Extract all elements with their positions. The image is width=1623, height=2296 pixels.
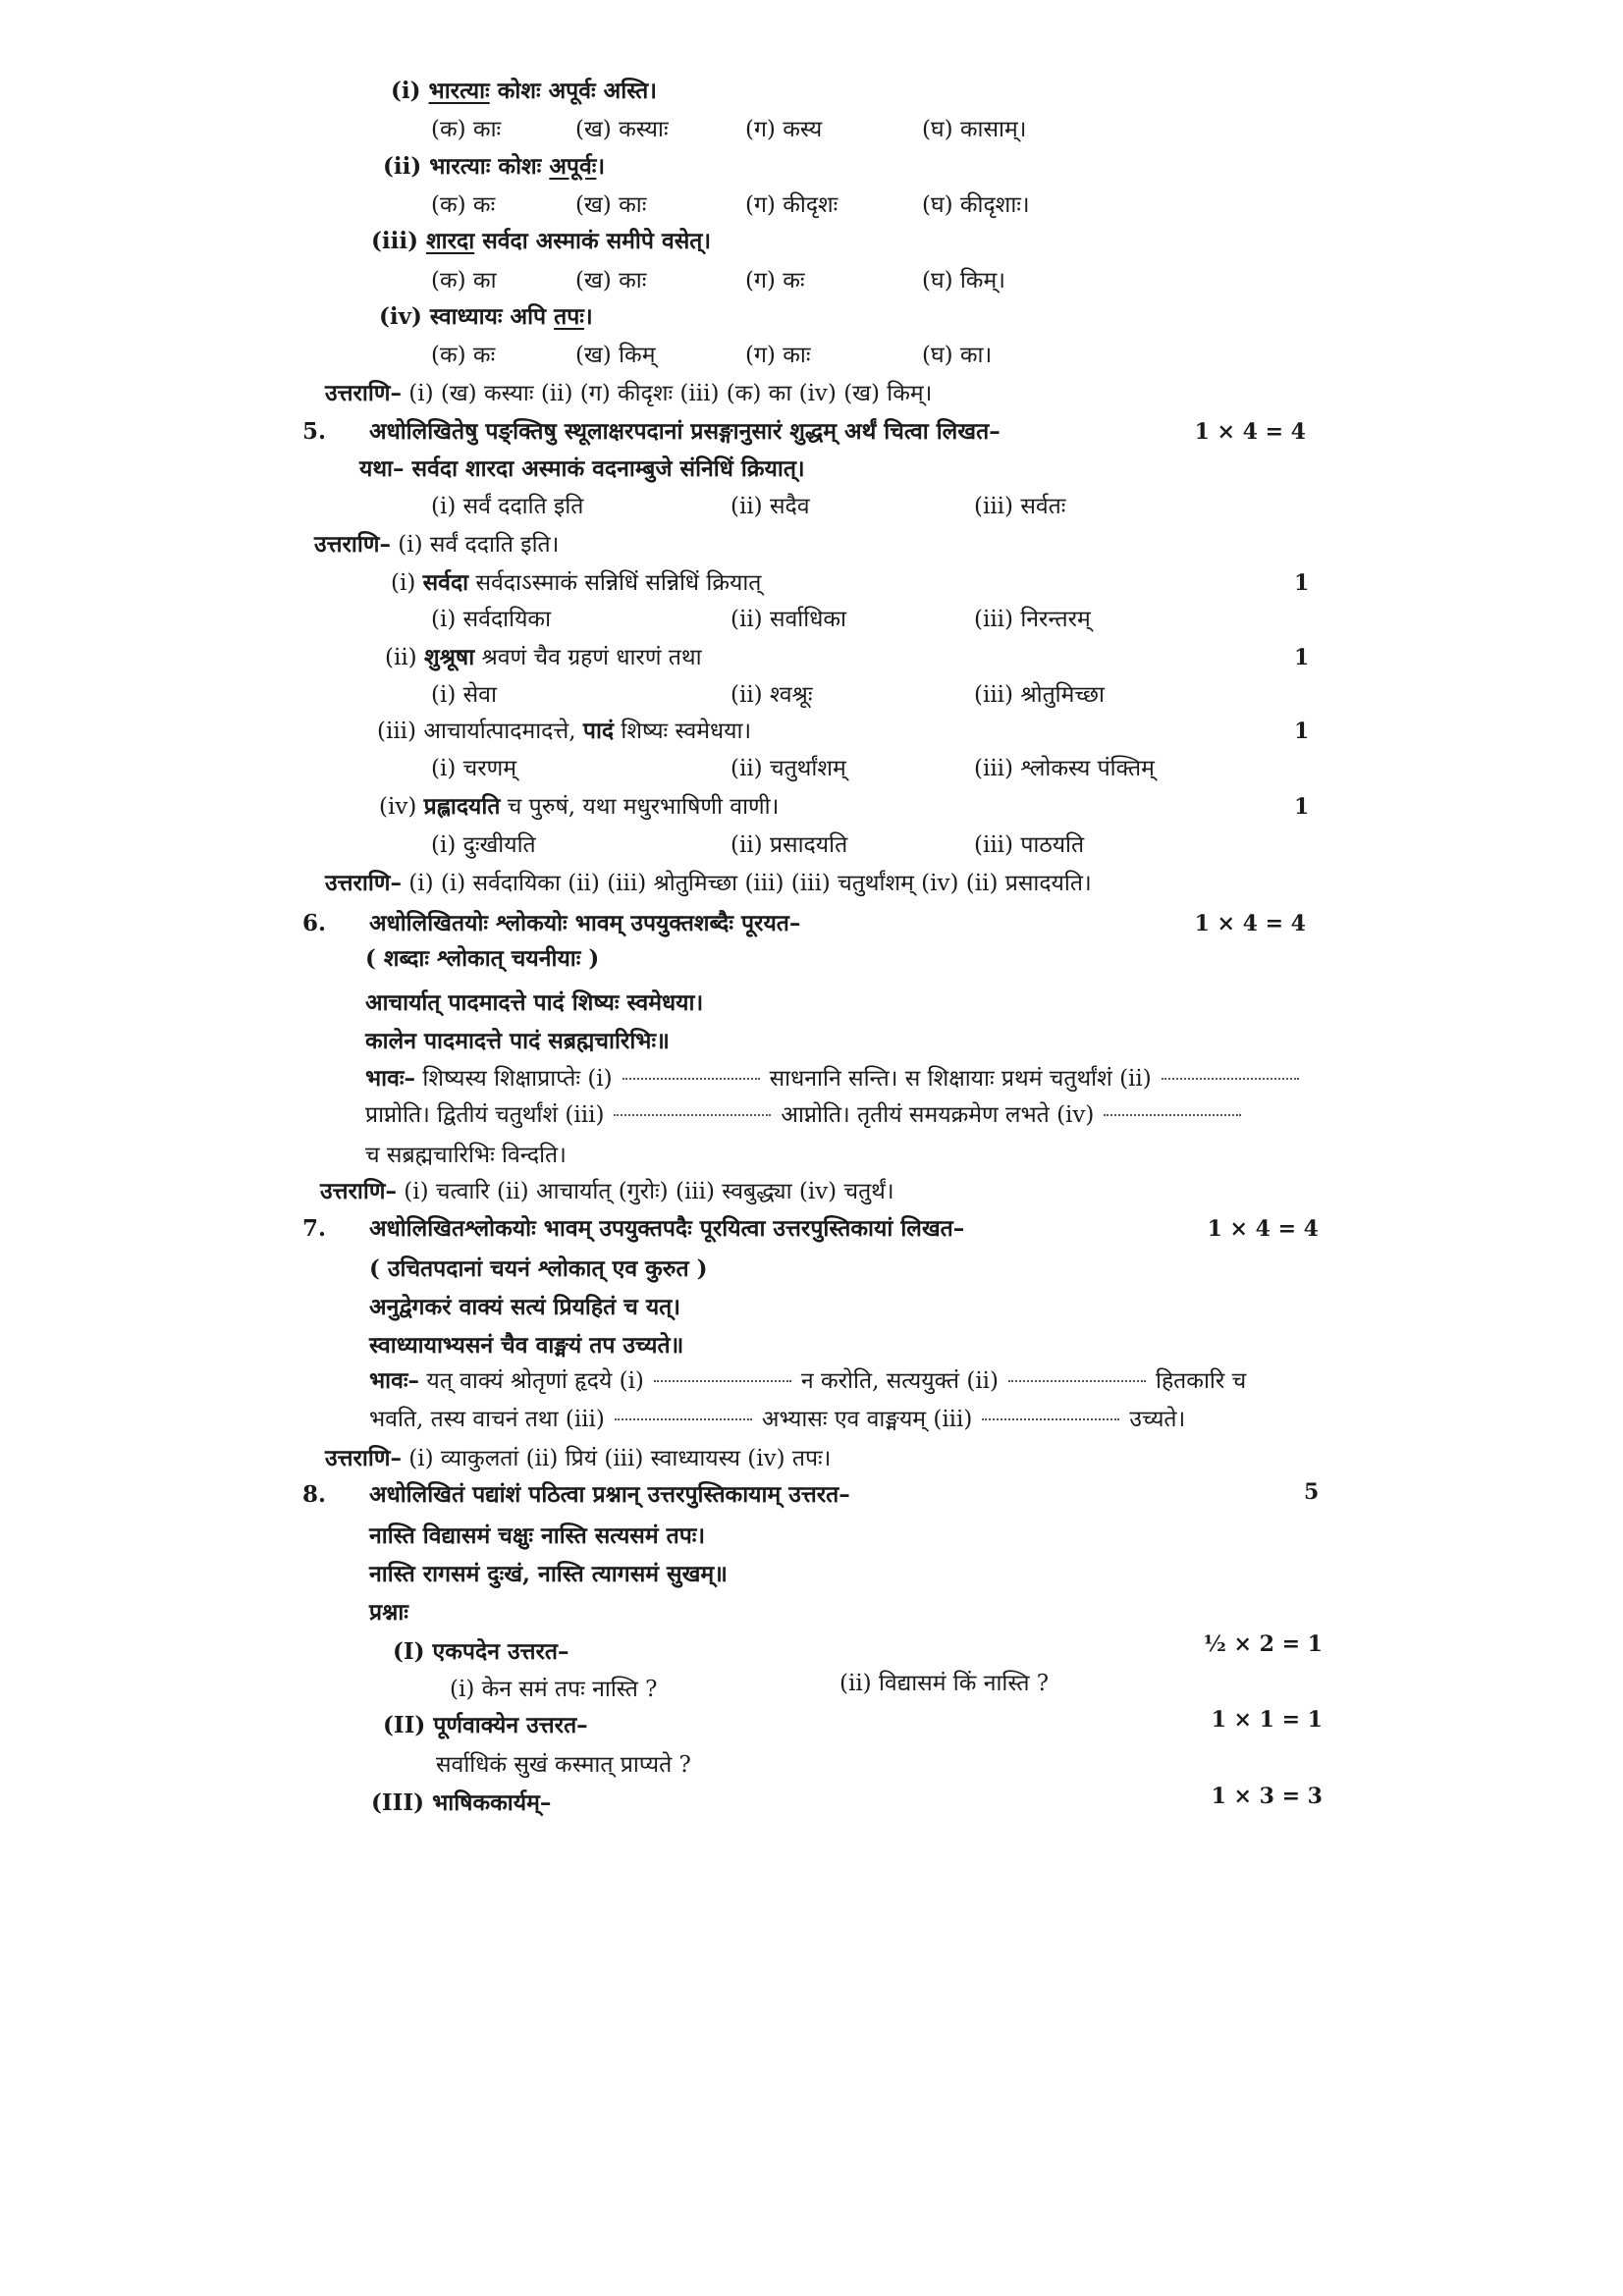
option: (ग) कः <box>745 268 805 294</box>
q4-item-sentence <box>371 227 711 256</box>
marks: 1 <box>1294 570 1310 596</box>
option: (i) सेवा <box>431 682 497 708</box>
marks: 1 <box>1294 719 1310 744</box>
bhava-line <box>365 1064 1309 1094</box>
bhava-text: आप्नोति। तृतीयं समयक्रमेण लभते (iv) <box>781 1102 1095 1128</box>
sentence-rest: सर्वदाऽस्माकं सन्निधिं सन्निधिं क्रियात् <box>468 570 762 596</box>
sentence-post: । <box>596 153 606 180</box>
option: (i) दुःखीयति <box>431 832 536 858</box>
question-number: 5. <box>302 418 327 445</box>
sentence-post: । <box>583 303 593 330</box>
option: (क) काः <box>431 117 502 142</box>
bhava-text: उच्यते। <box>1129 1407 1186 1432</box>
verse-line: आचार्यात् पादमादत्ते पादं शिष्यः स्वमेधया। <box>365 989 704 1016</box>
q5-answers <box>325 869 1092 898</box>
answers-label: उत्तराणि– <box>314 531 391 558</box>
part-label: (II) <box>383 1712 426 1738</box>
item-label: (iv) <box>379 303 422 330</box>
example-text: सर्वदा शारदा अस्माकं वदनाम्बुजे संनिधिं क्रियात्। <box>411 455 805 482</box>
item-label: (ii) <box>385 645 417 670</box>
blank-dotted <box>615 1405 752 1420</box>
option: (i) सर्वं ददाति इति <box>431 494 584 519</box>
option: (क) कः <box>431 343 496 368</box>
option: (घ) का। <box>922 343 993 368</box>
option: (ii) सर्वाधिका <box>730 607 846 632</box>
option: (iii) पाठयति <box>974 832 1085 858</box>
underlined-word: शारदा <box>426 228 475 254</box>
item-label: (i) <box>391 78 421 104</box>
option: (iii) श्लोकस्य पंक्तिम् <box>974 756 1155 781</box>
option: (क) कः <box>431 192 496 218</box>
bhava-line <box>369 1405 1185 1434</box>
sub-question: सर्वाधिकं सुखं कस्मात् प्राप्यते ? <box>436 1752 691 1778</box>
marks: 1 × 4 = 4 <box>1194 419 1306 445</box>
underlined-word: तपः <box>554 303 584 330</box>
marks: 1 <box>1294 794 1310 820</box>
option: (ख) काः <box>575 192 647 218</box>
verse-line: नास्ति रागसमं दुःखं, नास्ति त्यागसमं सुखम्॥ <box>369 1561 728 1587</box>
part-title: पूर्णवाक्येन उत्तरत– <box>433 1712 588 1738</box>
option: (iii) श्रोतुमिच्छा <box>974 682 1105 708</box>
q8-part-2 <box>383 1711 588 1740</box>
bhava-text: अभ्यासः एव वाङ्मयम् (iii) <box>761 1407 973 1432</box>
answers-text: (i) व्याकुलतां (ii) प्रियं (iii) स्वाध्यायस्य (iv) तपः। <box>408 1446 832 1471</box>
answers-label: उत्तराणि– <box>325 870 402 896</box>
option: (ख) काः <box>575 268 647 294</box>
bhava-text: भवति, तस्य वाचनं तथा (iii) <box>369 1407 605 1432</box>
marks: 1 × 4 = 4 <box>1194 911 1306 936</box>
question-instruction: अधोलिखितयोः श्लोकयोः भावम् उपयुक्तशब्दैः पूरयत– <box>369 910 801 936</box>
bold-word: शुश्रूषा <box>423 644 475 670</box>
bold-word: प्रह्लादयति <box>423 793 501 820</box>
option: (ग) कस्य <box>745 117 823 142</box>
q5-item-4 <box>379 792 779 822</box>
marks: 5 <box>1304 1479 1320 1505</box>
answers-text: (i) (ख) कस्याः (ii) (ग) कीदृशः (iii) (क) का (iv) (ख) किम्। <box>408 381 933 406</box>
option: (ii) प्रसादयति <box>730 832 848 858</box>
item-label: (ii) <box>383 153 422 180</box>
questions-label: प्रश्नाः <box>369 1599 408 1626</box>
option: (क) का <box>431 268 497 294</box>
bhava-label: भावः– <box>365 1065 416 1092</box>
q5-item-2 <box>385 643 702 672</box>
answers-text: (i) (i) सर्वदायिका (ii) (iii) श्रोतुमिच्छा (iii) (iii) चतुर्थांशम् (iv) (ii) प्रसादयति। <box>408 871 1092 896</box>
marks: 1 × 3 = 3 <box>1211 1784 1323 1809</box>
option: (ii) श्वश्रूः <box>730 682 813 708</box>
item-label: (i) <box>391 570 416 596</box>
bhava-line: च सब्रह्मचारिभिः विन्दति। <box>365 1143 567 1168</box>
q7-answers <box>325 1444 831 1473</box>
q4-item-sentence <box>383 152 605 182</box>
option: (ii) चतुर्थांशम् <box>730 756 846 781</box>
bhava-text: प्राप्नोति। द्वितीयं चतुर्थांशं (iii) <box>365 1102 605 1128</box>
question-note: ( उचितपदानां चयनं श्लोकात् एव कुरुत ) <box>369 1255 708 1282</box>
example-label: यथा– <box>359 455 405 482</box>
sentence-rest: च पुरुषं, यथा मधुरभाषिणी वाणी। <box>500 794 780 820</box>
option: (ग) कीदृशः <box>745 192 839 218</box>
bhava-text: यत् वाक्यं श्रोतृणां हृदये (i) <box>426 1368 644 1394</box>
q5-item-3 <box>377 717 751 746</box>
marks: 1 × 1 = 1 <box>1211 1707 1323 1733</box>
verse-line: अनुद्वेगकरं वाक्यं सत्यं प्रियहितं च यत्। <box>369 1294 681 1320</box>
sentence-post: सर्वदा अस्माकं समीपे वसेत्। <box>474 228 712 254</box>
verse-line: स्वाध्यायाभ्यसनं चैव वाङ्मयं तप उच्यते॥ <box>369 1332 684 1359</box>
sentence-rest: श्रवणं चैव ग्रहणं धारणं तथा <box>474 645 702 670</box>
option: (घ) कासाम्। <box>922 117 1027 142</box>
q6-answers <box>320 1177 894 1206</box>
blank-dotted <box>1162 1064 1299 1080</box>
bhava-line <box>369 1366 1246 1396</box>
blank-dotted <box>654 1366 791 1382</box>
blank-dotted <box>614 1100 771 1116</box>
underlined-word: अपूर्वः <box>549 153 597 180</box>
option: (घ) किम्। <box>922 268 1005 294</box>
sub-question: (i) केन समं तपः नास्ति ? <box>450 1677 658 1702</box>
q8-part-3 <box>371 1789 551 1818</box>
sentence-pre: स्वाध्यायः अपि <box>429 303 555 330</box>
sentence-post: कोशः अपूर्वः अस्ति। <box>489 78 657 104</box>
item-label: (iii) <box>377 719 417 744</box>
q8-part-1 <box>393 1637 569 1667</box>
option: (i) चरणम् <box>431 756 517 781</box>
q5-item-1 <box>391 568 761 598</box>
question-instruction: अधोलिखितेषु पङ्क्तिषु स्थूलाक्षरपदानां प्रसङ्गानुसारं शुद्धम् अर्थं चित्वा लिखत– <box>369 418 1001 445</box>
question-instruction: अधोलिखितं पद्यांशं पठित्वा प्रश्नान् उत्तरपुस्तिकायाम् उत्तरत– <box>369 1481 850 1508</box>
bhava-line <box>365 1100 1251 1130</box>
option: (घ) कीदृशाः। <box>922 192 1030 218</box>
option: (iii) सर्वतः <box>974 494 1066 519</box>
example <box>359 454 805 484</box>
question-note: ( शब्दाः श्लोकात् चयनीयाः ) <box>365 945 600 972</box>
q4-item-sentence <box>391 77 657 106</box>
part-label: (I) <box>393 1638 425 1665</box>
answers-label: उत्तराणि– <box>320 1178 397 1204</box>
part-label: (III) <box>371 1789 425 1816</box>
answers-text: (i) सर्वं ददाति इति। <box>398 532 560 558</box>
bhava-text: हितकारि च <box>1156 1368 1247 1394</box>
sentence-pre: भारत्याः कोशः <box>429 153 550 180</box>
q4-item-sentence <box>379 302 593 332</box>
option: (iii) निरन्तरम् <box>974 607 1091 632</box>
sentence-rest: आचार्यात्पादमादत्ते, <box>423 719 583 744</box>
item-label: (iv) <box>379 794 417 820</box>
bhava-text: शिष्यस्य शिक्षाप्राप्तेः (i) <box>422 1066 613 1092</box>
example-answer <box>314 530 559 560</box>
bold-word: सर्वदा <box>422 569 469 596</box>
option: (ख) कस्याः <box>575 117 669 142</box>
blank-dotted <box>982 1405 1119 1420</box>
bhava-text: साधनानि सन्ति। स शिक्षायाः प्रथमं चतुर्थांशं (ii) <box>769 1066 1152 1092</box>
q4-answers <box>325 379 932 408</box>
blank-dotted <box>1008 1366 1146 1382</box>
option: (ख) किम् <box>575 343 656 368</box>
question-number: 7. <box>302 1215 327 1242</box>
bhava-text: न करोति, सत्ययुक्तं (ii) <box>800 1368 1000 1394</box>
answers-label: उत्तराणि– <box>325 380 402 406</box>
marks: 1 <box>1294 645 1310 670</box>
answers-text: (i) चत्वारि (ii) आचार्यात् (गुरोः) (iii) स्वबुद्ध्या (iv) चतुर्थं। <box>404 1179 894 1204</box>
option: (i) सर्वदायिका <box>431 607 552 632</box>
question-instruction: अधोलिखितश्लोकयोः भावम् उपयुक्तपदैः पूरयित्वा उत्तरपुस्तिकायां लिखत– <box>369 1215 965 1242</box>
blank-dotted <box>622 1064 760 1080</box>
bold-word: पादं <box>582 718 615 744</box>
option: (ii) सदैव <box>730 494 810 519</box>
part-title: भाषिककार्यम्– <box>432 1789 552 1816</box>
item-label: (iii) <box>371 228 418 254</box>
verse-line: कालेन पादमादत्ते पादं सब्रह्मचारिभिः॥ <box>365 1028 670 1054</box>
verse-line: नास्ति विद्यासमं चक्षुः नास्ति सत्यसमं तपः। <box>369 1522 706 1549</box>
sub-question: (ii) विद्यासमं किं नास्ति ? <box>839 1671 1050 1696</box>
blank-dotted <box>1104 1100 1241 1116</box>
marks: ½ × 2 = 1 <box>1203 1631 1323 1657</box>
question-number: 8. <box>302 1481 327 1508</box>
part-title: एकपदेन उत्तरत– <box>432 1638 569 1665</box>
sentence-rest: शिष्यः स्वमेधया। <box>614 719 752 744</box>
bhava-label: भावः– <box>369 1367 420 1394</box>
answers-label: उत्तराणि– <box>325 1445 402 1471</box>
underlined-word: भारत्याः <box>428 78 490 104</box>
question-number: 6. <box>302 910 327 936</box>
marks: 1 × 4 = 4 <box>1207 1216 1319 1242</box>
option: (ग) काः <box>745 343 811 368</box>
